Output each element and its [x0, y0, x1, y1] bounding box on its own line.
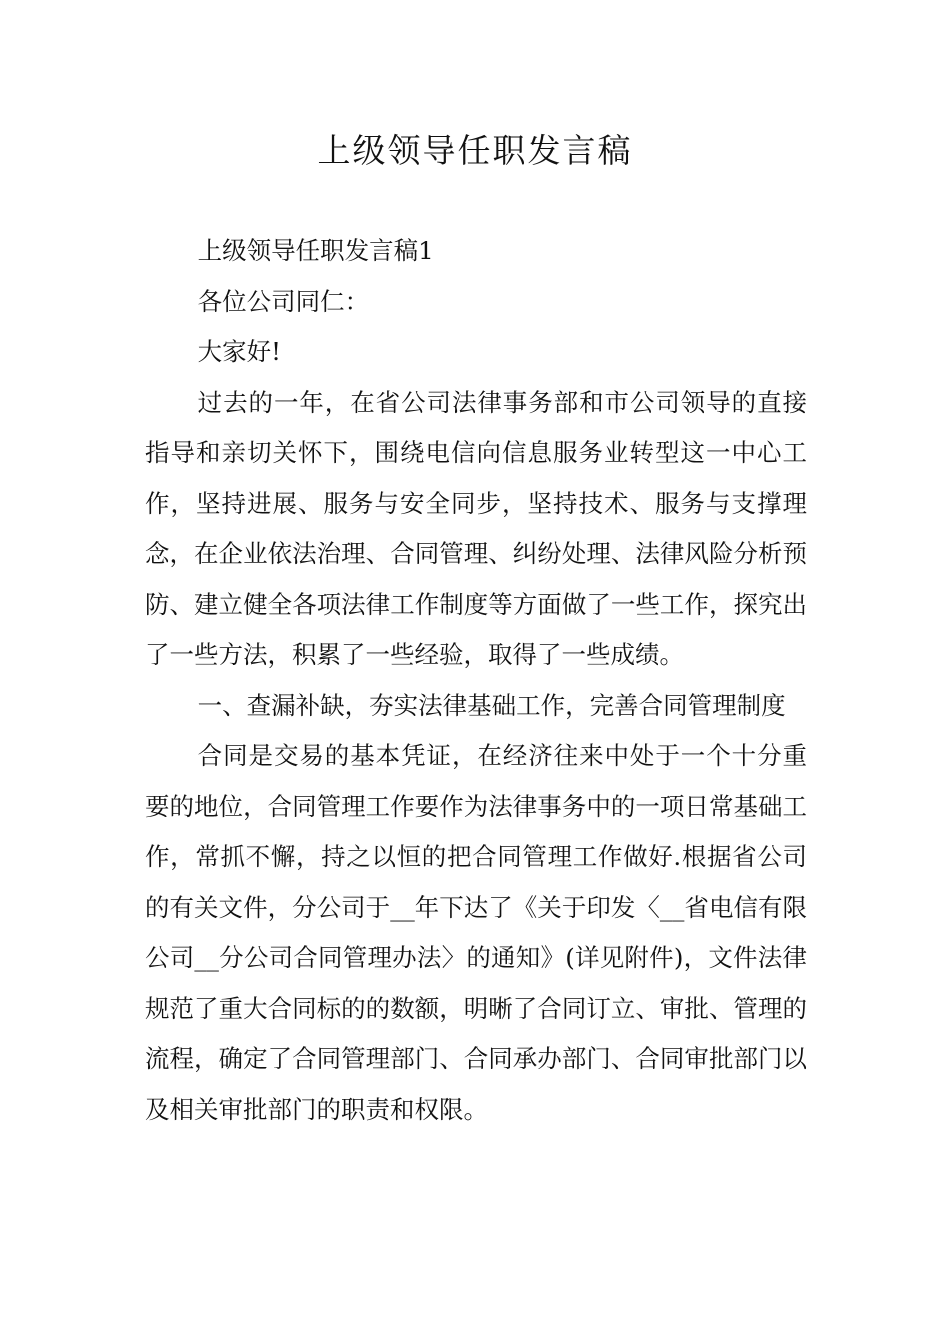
paragraph-intro: 过去的一年，在省公司法律事务部和市公司领导的直接指导和亲切关怀下，围绕电信向信息服务业转型这一中心工作，坚持进展、服务与安全同步，坚持技术、服务与支撑理念，在企业依法治理、合同管理、纠纷处理、法律风险分析预防、建立健全各项法律工作制度等方面做了一些工作，探究出了一些方法，积累了一些经验，取得了一些成绩。	[145, 387, 807, 669]
paragraph-greeting: 大家好!	[197, 337, 282, 366]
paragraph-heading: 上级领导任职发言稿1	[197, 236, 434, 265]
paragraph-section-one-heading: 一、查漏补缺，夯实法律基础工作，完善合同管理制度	[197, 690, 786, 720]
paragraph-contract-management: 合同是交易的基本凭证，在经济往来中处于一个十分重要的地位，合同管理工作要作为法律事务中的一项日常基础工作，常抓不懈，持之以恒的把合同管理工作做好.根据省公司的有关文件，分公司于__年下达了《关于印发〈__省电信有限公司__分公司合同管理办法〉的通知》(详见附件)，文件法律规范了重大合同标的的数额，明晰了合同订立、审批、管理的流程，确定了合同管理部门、合同承办部门、合同审批部门以及相关审批部门的职责和权限。	[145, 741, 807, 1124]
document-body	[145, 226, 807, 1135]
document-title: 上级领导任职发言稿	[317, 131, 633, 170]
paragraph-salutation: 各位公司同仁：	[197, 286, 370, 316]
